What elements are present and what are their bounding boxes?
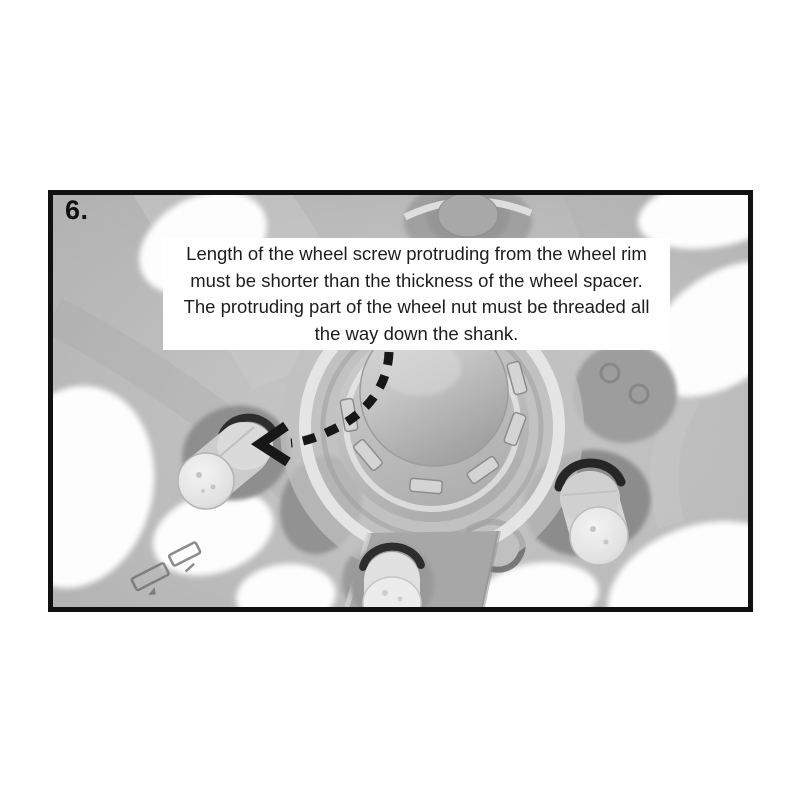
note-line-2: must be shorter than the thickness of the wheel spacer. xyxy=(190,269,643,291)
note-line-1: Length of the wheel screw protruding from the wheel rim xyxy=(186,243,647,264)
note-line-3: The protruding part of the wheel nut must be threaded all xyxy=(183,296,650,317)
instruction-figure xyxy=(48,190,753,612)
note-line-4: the way down the shank. xyxy=(314,322,519,344)
wheel-stud-bottom xyxy=(363,547,421,607)
step-number: 6. xyxy=(65,195,89,225)
instruction-note xyxy=(163,238,670,350)
